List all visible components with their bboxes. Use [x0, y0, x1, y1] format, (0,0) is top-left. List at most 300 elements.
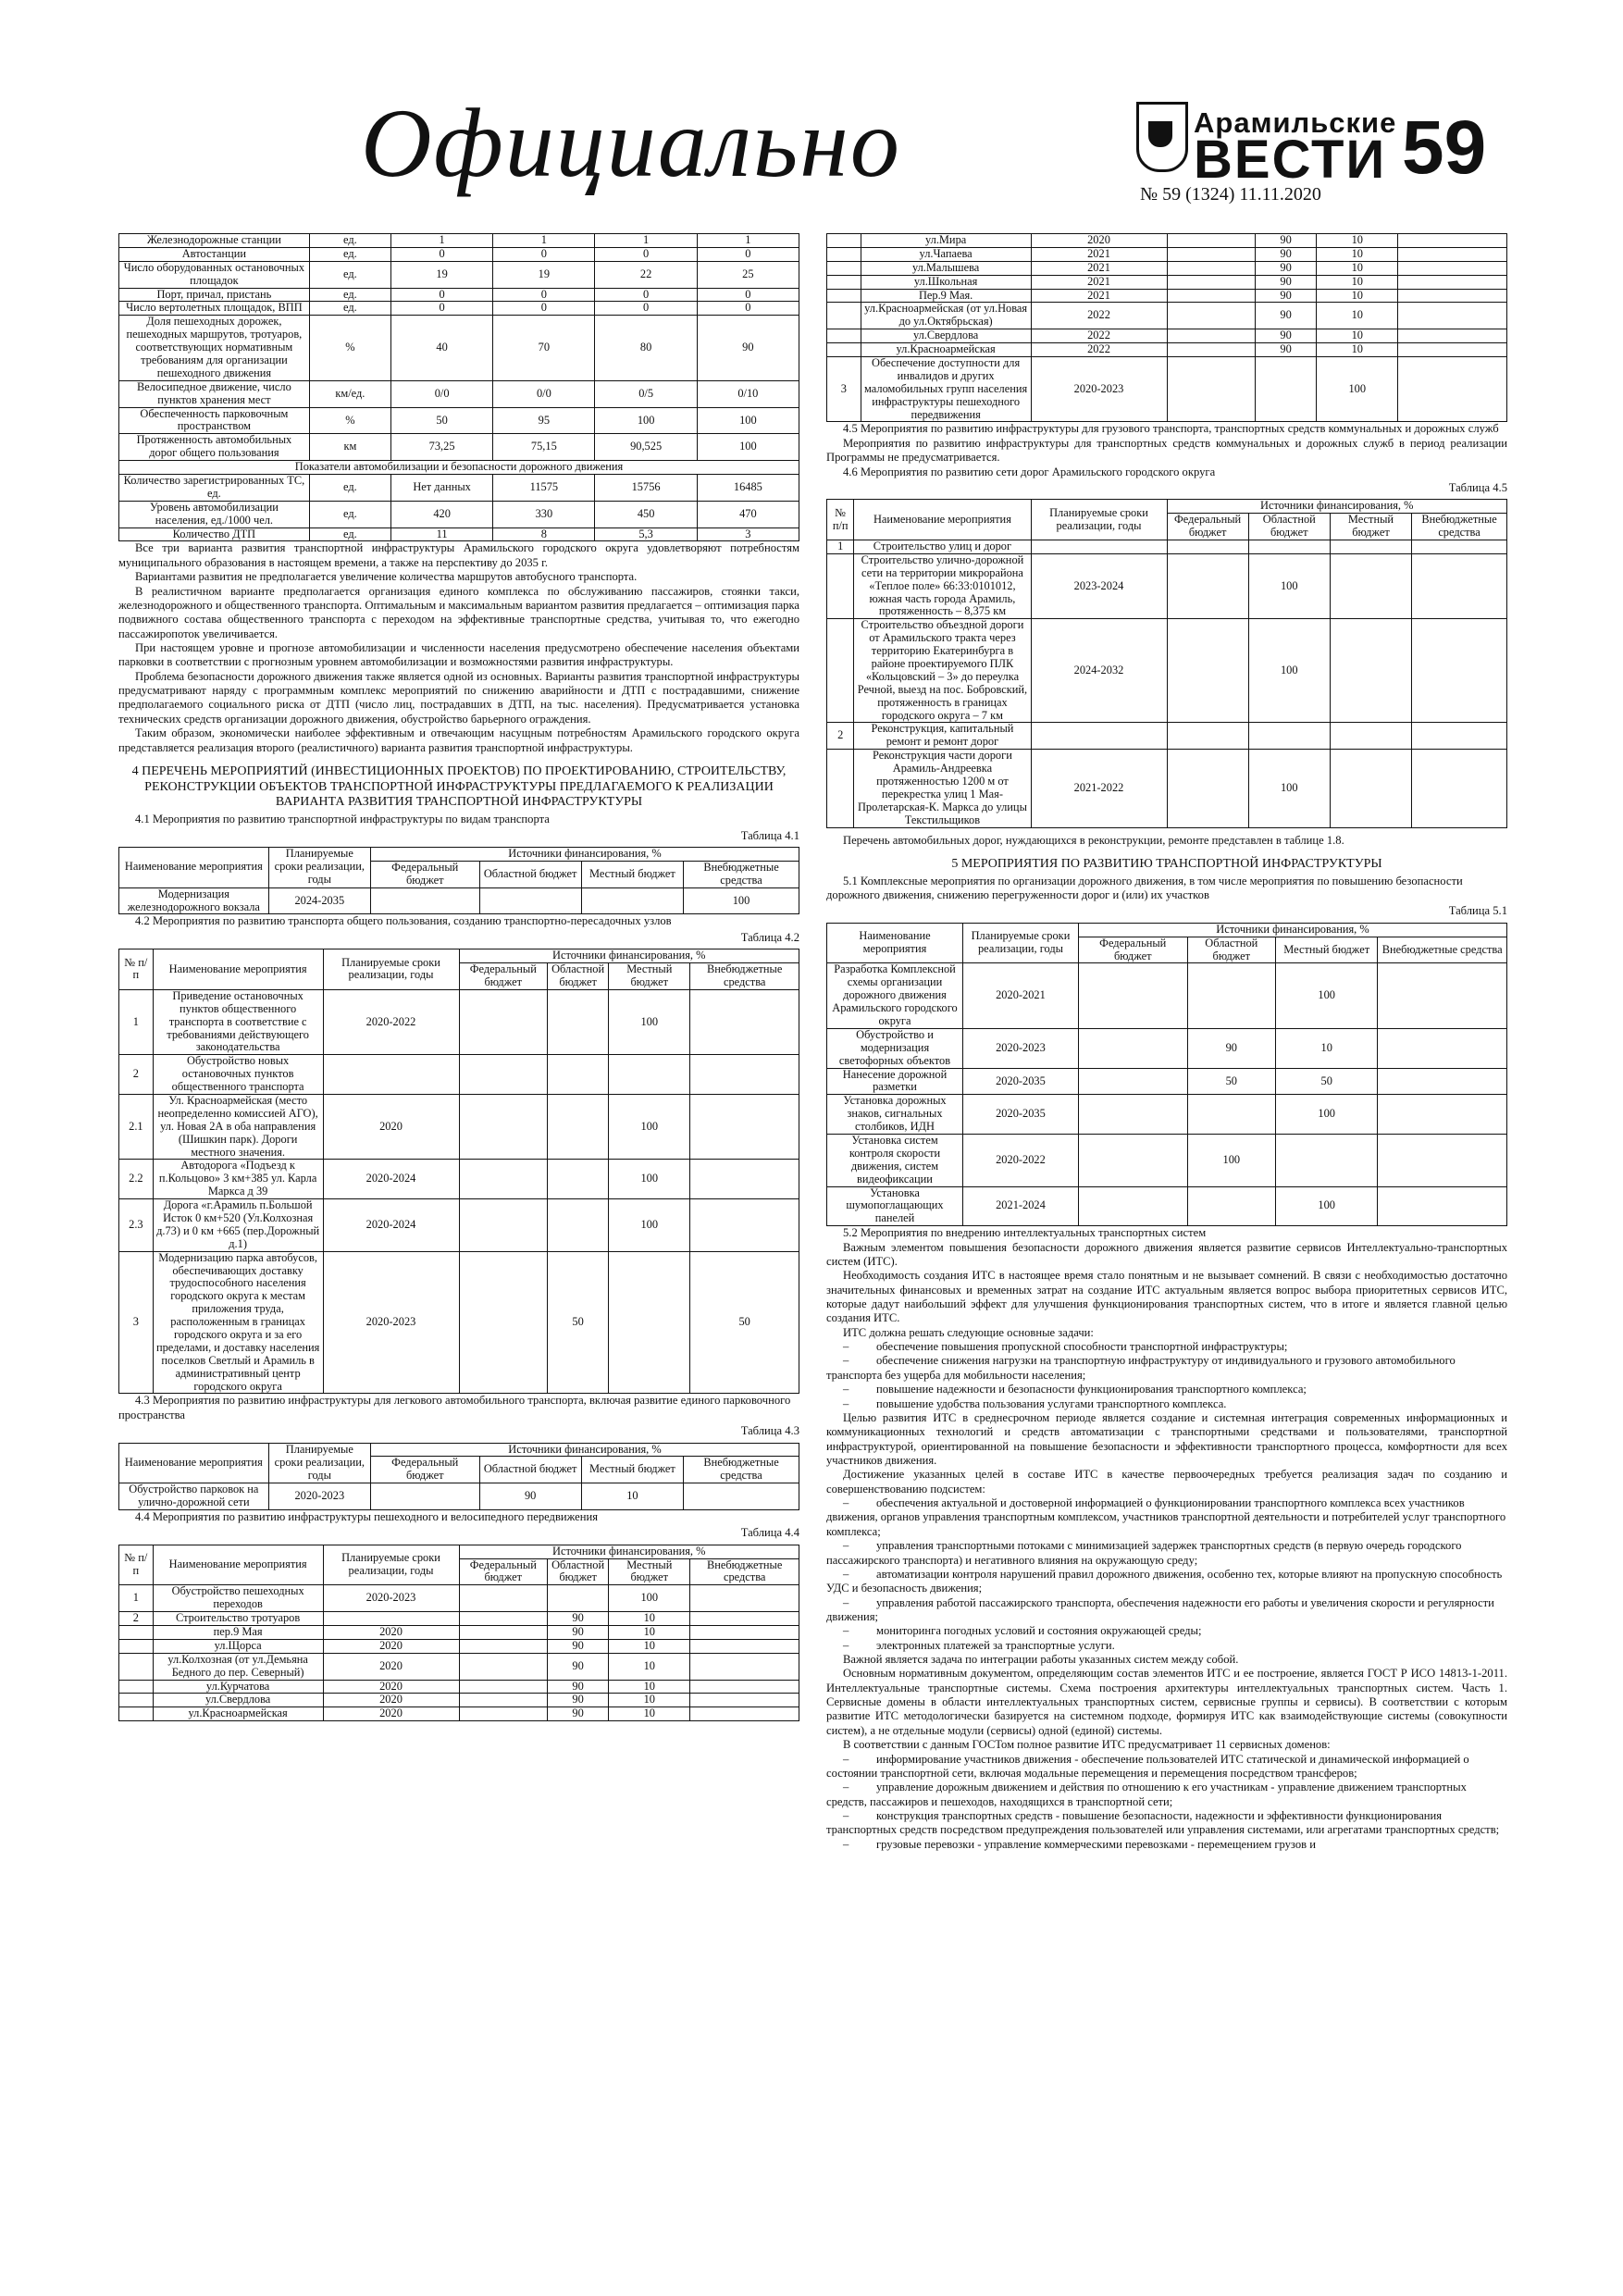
bullet-item — [826, 1624, 1507, 1638]
table-cell — [548, 1055, 609, 1095]
table-cell: 95 — [493, 407, 595, 434]
table-cell: 90 — [1256, 261, 1317, 275]
bullet-item — [826, 1781, 1507, 1809]
table-cell — [827, 343, 861, 357]
table-row — [827, 1186, 1507, 1226]
paragraph: Важным элементом повышения безопасности дорожного движения является развитие сервисов Интеллектуально-транспортных систем (ИТС). — [826, 1240, 1507, 1268]
table-cell — [1412, 553, 1507, 618]
table-cell: 2020-2035 — [963, 1095, 1079, 1135]
table-cell: 2020-2022 — [963, 1135, 1079, 1187]
table-cell: ул.Свердлова — [861, 329, 1031, 343]
th-name: Наименование мероприятия — [854, 500, 1031, 540]
table-cell — [827, 303, 861, 329]
table-row — [119, 1639, 799, 1653]
subsection-4-1: 4.1 Мероприятия по развитию транспортной инфраструктуры по видам транспорта — [135, 813, 550, 826]
th-obl: Областной бюджет — [479, 861, 581, 887]
table-cell — [690, 1707, 799, 1721]
section-title-cell: Показатели автомобилизации и безопасности дорожного движения — [119, 461, 799, 475]
table-cell: 2020 — [323, 1680, 459, 1694]
table-cell: ед. — [309, 527, 390, 541]
section-4-heading: 4 ПЕРЕЧЕНЬ МЕРОПРИЯТИЙ (ИНВЕСТИЦИОННЫХ ПРОЕКТОВ) ПО ПРОЕКТИРОВАНИЮ, СТРОИТЕЛЬСТВУ, РЕКОНСТРУКЦИИ ОБЪЕКТОВ ТРАНСПОРТНОЙ ИНФРАСТРУКТУРЫ ПРЕДЛАГАЕМОГО К РЕАЛИЗАЦИИ ВАРИАНТА РАЗВИТИЯ ТРАНСПОРТНОЙ ИНФРАСТРУКТУРЫ — [131, 763, 787, 810]
indicators-table — [118, 233, 799, 541]
table-4-4 — [118, 1545, 799, 1722]
table-cell: Протяженность автомобильных дорог общего пользования — [119, 434, 310, 461]
th-sources: Источники финансирования, % — [1167, 500, 1507, 514]
table-cell — [1330, 619, 1411, 723]
table-cell — [1412, 723, 1507, 750]
table-cell: 3 — [827, 357, 861, 422]
table-row — [119, 302, 799, 316]
table-row — [827, 329, 1507, 343]
table-cell — [1330, 553, 1411, 618]
table-cell: 2022 — [1031, 343, 1167, 357]
table-cell: 90 — [548, 1612, 609, 1626]
table-cell: 2022 — [1031, 303, 1167, 329]
left-column — [118, 233, 799, 1721]
table-cell: 1 — [493, 234, 595, 248]
table-cell: 11 — [390, 527, 492, 541]
th-terms: Планируемые сроки реализации, годы — [268, 847, 370, 887]
table-cell: 2.1 — [119, 1094, 154, 1159]
table-cell: ул.Свердлова — [153, 1694, 323, 1707]
table-cell — [1167, 261, 1256, 275]
paragraph: В реалистичном варианте предполагается организация единого комплекса по обслуживанию пассажиров, стоянки такси, железнодорожного и общественного транспорта. Оптимальным и максимальным вариантом развития предлагается – оптимизация парка подвижного состава общественного транспорта с переходом на эффективные транспортные средства, учитывая то, что ежегодно пассажиропоток увеличивается. — [118, 584, 799, 640]
table-cell — [827, 247, 861, 261]
right-column — [826, 233, 1507, 1852]
table-cell: 90 — [1256, 289, 1317, 303]
table-cell: 0 — [697, 302, 799, 316]
table-cell: 100 — [1248, 553, 1330, 618]
table-cell: 50 — [548, 1251, 609, 1394]
th-vneb: Внебюджетные средства — [690, 963, 799, 990]
table-row — [119, 475, 799, 502]
bullet-text: автоматизации контроля нарушений правил дорожного движения, особенно тех, которые влияют на пропускную способность УДС и безопасность движения; — [826, 1567, 1503, 1595]
table-cell: Количество зарегистрированных ТС, ед. — [119, 475, 310, 502]
bullet-text: информирование участников движения - обеспечение пользователей ИТС статической и динамической информацией о состоянии транспортной сети, включая модальные перемещения и перемещения посредством трансферов; — [826, 1752, 1469, 1780]
table-cell: 2020-2024 — [323, 1160, 459, 1199]
table-row — [119, 501, 799, 527]
table-cell — [1330, 723, 1411, 750]
newspaper-name-big: ВЕСТИ — [1194, 130, 1387, 190]
table-cell: 2021 — [1031, 261, 1167, 275]
table-cell: 100 — [1276, 1186, 1378, 1226]
table-cell: 2020-2021 — [963, 963, 1079, 1028]
table-cell: % — [309, 407, 390, 434]
table-cell — [459, 1199, 548, 1252]
table-cell — [459, 1680, 548, 1694]
bullet-item — [826, 1639, 1507, 1653]
th-name: Наименование мероприятия — [153, 949, 323, 990]
page-header — [0, 0, 1623, 222]
table-cell — [1256, 357, 1317, 422]
table-4-1-caption: Таблица 4.1 — [740, 828, 799, 842]
table-cell — [690, 1680, 799, 1694]
table-cell — [1398, 261, 1507, 275]
table-cell — [1167, 750, 1248, 827]
newspaper-name-small: Арамильские — [1194, 106, 1397, 139]
paragraph: Все три варианта развития транспортной инфраструктуры Арамильского городского округа удовлетворяют потребностям муниципального образования в настоящем времени, а также на перспективу до 2035 г. — [118, 541, 799, 569]
table-cell — [1378, 1068, 1507, 1095]
table-cell: 2020 — [323, 1694, 459, 1707]
table-cell — [1187, 1186, 1276, 1226]
th-mest: Местный бюджет — [1330, 514, 1411, 540]
table-cell: Модернизация железнодорожного вокзала — [119, 887, 269, 914]
table-cell: 100 — [1276, 1095, 1378, 1135]
table-cell: 2021 — [1031, 289, 1167, 303]
table-cell: 10 — [1317, 234, 1398, 248]
table-cell: 100 — [609, 1199, 690, 1252]
table-cell: 2020 — [323, 1707, 459, 1721]
bullet-text: обеспечения актуальной и достоверной информацией о функционировании транспортного комплекса всех участников движения, органов управления транспортным комплексом, участников транспортной деятельности и потребителей услуг транспортного комплекса; — [826, 1496, 1506, 1538]
table-4-2-caption: Таблица 4.2 — [740, 930, 799, 944]
table-cell: 2.3 — [119, 1199, 154, 1252]
table-cell: 90 — [1256, 247, 1317, 261]
th-mest: Местный бюджет — [609, 963, 690, 990]
table-cell: 90 — [1256, 275, 1317, 289]
table-cell — [459, 1055, 548, 1095]
table-cell: Дорога «г.Арамиль п.Большой Исток 0 км+520 (Ул.Колхозная д.73) и 0 км +665 (пер.Дорожный д.1) — [153, 1199, 323, 1252]
table-cell: 10 — [1317, 289, 1398, 303]
table-cell — [690, 989, 799, 1054]
table-cell: 420 — [390, 501, 492, 527]
bullet-marker: – — [843, 1781, 849, 1794]
table-cell: 1 — [595, 234, 697, 248]
th-fed: Федеральный бюджет — [1167, 514, 1248, 540]
table-cell: Модернизацию парка автобусов, обеспечивающих доставку трудоспособного населения городского округа к местам приложения труда, расположенным в границах городского округа и за его пределами, и доставку населения поселков Светлый и Арамиль в административный центр городского округа — [153, 1251, 323, 1394]
table-cell — [459, 1251, 548, 1394]
table-cell: Строительство улиц и дорог — [854, 540, 1031, 553]
th-name: Наименование мероприятия — [119, 1443, 269, 1483]
table-5-1-caption: Таблица 5.1 — [1448, 904, 1507, 918]
table-cell — [684, 1483, 799, 1510]
table-row — [119, 247, 799, 261]
bullet-marker: – — [843, 1396, 849, 1410]
subsection-4-6: 4.6 Мероприятия по развитию сети дорог Арамильского городского округа — [843, 465, 1216, 478]
paragraph: При настоящем уровне и прогнозе автомобилизации и численности населения предусмотрено обеспечение населения объектами парковки в соответствии с прогнозным уровнем автомобилизации и возможностями развития инфраструктуры. — [118, 641, 799, 669]
table-cell: 19 — [493, 261, 595, 288]
table-cell: ул.Красноармейская — [861, 343, 1031, 357]
table-cell — [1412, 750, 1507, 827]
table-cell — [1398, 234, 1507, 248]
table-cell: 2 — [827, 723, 854, 750]
th-terms: Планируемые сроки реализации, годы — [268, 1443, 370, 1483]
paragraph: Проблема безопасности дорожного движения также является одной из основных. Варианты развития транспортной инфраструктуры предусматривают наряду с программным комплекс мероприятий по снижению аварийности и ДТП с пострадавшими, снижение предполагаемого социального риска от ДТП (число лиц, пострадавших в ДТП, на тыс. населения). Предусматривается установка технических средств организации дорожного движения, обустройство барьерного ограждения. — [118, 669, 799, 726]
table-cell: 90 — [1256, 234, 1317, 248]
paragraph: Вариантами развития не предполагается увеличение количества маршрутов автобусного транспорта. — [135, 570, 638, 584]
table-cell — [690, 1639, 799, 1653]
table-cell: Доля пешеходных дорожек, пешеходных маршрутов, тротуаров, соответствующих нормативным требованиям для организации пешеходного движения — [119, 316, 310, 380]
table-4-1 — [118, 847, 799, 914]
table-row — [119, 1680, 799, 1694]
table-cell: 80 — [595, 316, 697, 380]
th-num: № п/п — [119, 949, 154, 990]
paragraph: Необходимость создания ИТС в настоящее время стало понятным и не вызывает сомнений. В связи с необходимостью достаточно значительных финансовых и временных затрат на создание ИТС актуальным является вопрос выбора приоритетных сервисов ИТС, которые дадут наибольший эффект для улучшения функционирования транспортных систем, что в итоге и является главной целью создания ИТС. — [826, 1269, 1507, 1325]
th-mest: Местный бюджет — [581, 861, 683, 887]
table-cell: 0 — [493, 247, 595, 261]
bullet-text: мониторинга погодных условий и состояния окружающей среды; — [876, 1624, 1202, 1638]
th-obl: Областной бюджет — [1187, 937, 1276, 963]
table-cell — [459, 1639, 548, 1653]
paragraph: Таким образом, экономически наиболее эффективным и отвечающим насущным потребностям Арамильского городского округа представляется реализация второго (реалистичного) варианта развития транспортной инфраструктуры. — [118, 726, 799, 754]
table-cell: 100 — [609, 1585, 690, 1612]
table-cell: 10 — [1317, 247, 1398, 261]
table-cell: Обеспечение доступности для инвалидов и других маломобильных групп населения инфраструктуры пешеходного передвижения — [861, 357, 1031, 422]
th-vneb: Внебюджетные средства — [684, 861, 799, 887]
table-cell: ул.Школьная — [861, 275, 1031, 289]
bullet-item — [826, 1383, 1507, 1396]
table-cell: 90 — [548, 1707, 609, 1721]
table-cell — [1167, 723, 1248, 750]
table-cell: км/ед. — [309, 380, 390, 407]
table-cell: Обеспеченность парковочным пространством — [119, 407, 310, 434]
table-row — [119, 261, 799, 288]
table-row — [119, 1585, 799, 1612]
table-cell: 100 — [1248, 619, 1330, 723]
table-cell — [581, 887, 683, 914]
table-cell — [323, 1055, 459, 1095]
table-cell: 10 — [1317, 343, 1398, 357]
table-cell — [827, 234, 861, 248]
table-cell — [609, 1055, 690, 1095]
table-cell: 50 — [1187, 1068, 1276, 1095]
table-cell: 10 — [609, 1612, 690, 1626]
table-cell: Строительство объездной дороги от Арамильского тракта через территорию Екатеринбурга в районе проектируемого ПЛК «Кольцовский – 3» до переулка Речной, выезд на пос. Бобровский, протяженность в границах городского округа – 7 км — [854, 619, 1031, 723]
table-cell: 0 — [493, 288, 595, 302]
table-cell: 2021 — [1031, 275, 1167, 289]
bullet-text: управление дорожным движением и действия по отношению к его участникам - управление движением транспортных средств, пассажиров и пешеходов, находящихся в транспортной сети; — [826, 1781, 1467, 1808]
th-name: Наименование мероприятия — [119, 847, 269, 887]
table-cell — [1078, 1028, 1187, 1068]
table-cell: 11575 — [493, 475, 595, 502]
table-cell — [548, 1585, 609, 1612]
table-cell: 10 — [1317, 329, 1398, 343]
th-terms: Планируемые сроки реализации, годы — [1031, 500, 1167, 540]
table-row — [119, 407, 799, 434]
table-cell — [1078, 1135, 1187, 1187]
table-row — [119, 1483, 799, 1510]
table-cell: 10 — [1317, 261, 1398, 275]
table-cell — [1167, 234, 1256, 248]
table-cell: Велосипедное движение, число пунктов хранения мест — [119, 380, 310, 407]
table-row — [119, 989, 799, 1054]
table-cell: ул.Чапаева — [861, 247, 1031, 261]
table-row — [119, 1653, 799, 1680]
bullet-item — [826, 1496, 1507, 1539]
table-cell: 100 — [1248, 750, 1330, 827]
table-cell — [1412, 619, 1507, 723]
table-cell: 10 — [1276, 1028, 1378, 1068]
table-row — [119, 288, 799, 302]
table-cell: 90 — [548, 1626, 609, 1640]
th-vneb: Внебюджетные средства — [690, 1558, 799, 1585]
table-cell — [119, 1694, 154, 1707]
table-cell: Реконструкция, капитальный ремонт и ремонт дорог — [854, 723, 1031, 750]
table-cell: 1 — [827, 540, 854, 553]
table-cell: 40 — [390, 316, 492, 380]
table-cell: 2 — [119, 1612, 154, 1626]
table-cell: 8 — [493, 527, 595, 541]
table-row — [119, 434, 799, 461]
table-cell: 2020-2023 — [323, 1585, 459, 1612]
table-cell: 2021-2024 — [963, 1186, 1079, 1226]
table-cell — [690, 1612, 799, 1626]
table-cell — [1167, 343, 1256, 357]
table-cell: 330 — [493, 501, 595, 527]
table-cell — [690, 1626, 799, 1640]
table-cell: 2020-2024 — [323, 1199, 459, 1252]
table-cell: Нет данных — [390, 475, 492, 502]
table-cell: ул.Щорса — [153, 1639, 323, 1653]
th-mest: Местный бюджет — [1276, 937, 1378, 963]
table-cell: 2 — [119, 1055, 154, 1095]
table-row — [827, 357, 1507, 422]
table-cell: Автостанции — [119, 247, 310, 261]
table-cell — [119, 1626, 154, 1640]
table-row — [827, 619, 1507, 723]
table-cell: 1 — [119, 1585, 154, 1612]
table-cell: ед. — [309, 247, 390, 261]
table-cell: 470 — [697, 501, 799, 527]
th-fed: Федеральный бюджет — [370, 861, 479, 887]
table-cell: 90 — [1256, 343, 1317, 357]
table-cell: 16485 — [697, 475, 799, 502]
bullet-marker: – — [843, 1383, 849, 1396]
table-cell — [1378, 1095, 1507, 1135]
table-cell — [1167, 329, 1256, 343]
bullet-marker: – — [843, 1354, 849, 1368]
table-cell: Установка систем контроля скорости движения, систем видеофиксации — [827, 1135, 963, 1187]
table-row — [119, 1199, 799, 1252]
table-cell: 15756 — [595, 475, 697, 502]
table-cell — [690, 1160, 799, 1199]
table-cell: Установка дорожных знаков, сигнальных столбиков, ИДН — [827, 1095, 963, 1135]
table-cell: 2022 — [1031, 329, 1167, 343]
page-number: 59 — [1402, 105, 1487, 190]
table-cell — [827, 619, 854, 723]
bullet-marker: – — [843, 1340, 849, 1354]
table-cell: 100 — [1187, 1135, 1276, 1187]
table-cell: 0 — [595, 302, 697, 316]
bullet-text: повышение удобства пользования услугами транспортного комплекса. — [876, 1396, 1227, 1410]
table-cell: 0/10 — [697, 380, 799, 407]
table-row — [827, 540, 1507, 553]
table-cell: Автодорога «Подъезд к п.Кольцово» 3 км+385 ул. Карла Маркса д 39 — [153, 1160, 323, 1199]
table-cell: Количество ДТП — [119, 527, 310, 541]
bullet-marker: – — [843, 1567, 849, 1581]
table-cell — [119, 1680, 154, 1694]
table-cell: 100 — [684, 887, 799, 914]
table-cell — [1398, 357, 1507, 422]
table-cell: 2020 — [323, 1094, 459, 1159]
table-cell: 1 — [119, 989, 154, 1054]
bullet-item — [826, 1354, 1507, 1383]
table-row — [827, 750, 1507, 827]
table-cell: 0 — [390, 247, 492, 261]
table-cell — [1248, 540, 1330, 553]
subsection-4-5: 4.5 Мероприятия по развитию инфраструктуры для грузового транспорта, транспортных средств коммунальных и дорожных служб — [843, 422, 1499, 436]
table-cell: 90 — [697, 316, 799, 380]
table-cell: ед. — [309, 261, 390, 288]
paragraph: Перечень автомобильных дорог, нуждающихся в реконструкции, ремонте представлен в таблице 1.8. — [843, 833, 1344, 847]
table-cell — [459, 1160, 548, 1199]
bullet-item — [826, 1568, 1507, 1596]
table-cell: Установка шумопоглащающих панелей — [827, 1186, 963, 1226]
table-cell: 450 — [595, 501, 697, 527]
bullet-item — [826, 1753, 1507, 1781]
table-cell: 2020-2023 — [268, 1483, 370, 1510]
bullet-item — [826, 1838, 1507, 1852]
bullet-marker: – — [843, 1595, 849, 1609]
table-cell: 5,3 — [595, 527, 697, 541]
table-cell: 90 — [479, 1483, 581, 1510]
section-kicker: Официально — [361, 89, 901, 197]
table-cell: 10 — [609, 1653, 690, 1680]
bullet-text: управления транспортными потоками с минимизацией задержек транспортных средств (в первую очередь городского пассажирского транспорта) и негативного влияния на окружающую среду; — [826, 1539, 1462, 1567]
table-cell — [827, 329, 861, 343]
bullet-item — [826, 1596, 1507, 1625]
table-cell: ед. — [309, 288, 390, 302]
th-obl: Областной бюджет — [548, 963, 609, 990]
table-cell — [1276, 1135, 1378, 1187]
table-cell — [1167, 357, 1256, 422]
table-cell — [370, 1483, 479, 1510]
table-cell — [1167, 247, 1256, 261]
table-cell: 10 — [581, 1483, 683, 1510]
table-row — [119, 527, 799, 541]
table-cell: 2021 — [1031, 247, 1167, 261]
table-cell: 2024-2032 — [1031, 619, 1167, 723]
table-cell: 2023-2024 — [1031, 553, 1167, 618]
table-cell — [459, 989, 548, 1054]
table-cell: 2020-2022 — [323, 989, 459, 1054]
table-cell: Приведение остановочных пунктов общественного транспорта в соответствие с требованиями действующего законодательства — [153, 989, 323, 1054]
table-cell: 2024-2035 — [268, 887, 370, 914]
table-row — [119, 1707, 799, 1721]
table-cell: 0/0 — [493, 380, 595, 407]
table-section-row — [119, 461, 799, 475]
table-cell — [459, 1694, 548, 1707]
table-cell — [1078, 1095, 1187, 1135]
table-cell: ул.Курчатова — [153, 1680, 323, 1694]
table-cell: 0/0 — [390, 380, 492, 407]
table-cell: 10 — [1317, 303, 1398, 329]
table-cell: Уровень автомобилизации населения, ед./1000 чел. — [119, 501, 310, 527]
th-sources: Источники финансирования, % — [459, 1545, 799, 1558]
table-cell: ед. — [309, 501, 390, 527]
bullet-marker: – — [843, 1808, 849, 1822]
table-cell: пер.9 Мая — [153, 1626, 323, 1640]
table-row — [827, 553, 1507, 618]
th-num: № п/п — [827, 500, 854, 540]
th-obl: Областной бюджет — [548, 1558, 609, 1585]
table-4-5-caption: Таблица 4.5 — [1448, 480, 1507, 494]
bullet-item — [826, 1397, 1507, 1411]
table-cell: 90 — [548, 1639, 609, 1653]
table-cell: ул.Красноармейская (от ул.Новая до ул.Октябрьская) — [861, 303, 1031, 329]
table-cell: Ул. Красноармейская (место неопределенно комиссией АГО), ул. Новая 2А в оба направления (Шишкин парк). Дороги местного значения. — [153, 1094, 323, 1159]
table-cell — [548, 1199, 609, 1252]
table-row — [827, 289, 1507, 303]
table-cell — [690, 1585, 799, 1612]
table-cell: 50 — [390, 407, 492, 434]
th-sources: Источники финансирования, % — [370, 847, 799, 861]
table-cell: 90 — [548, 1653, 609, 1680]
table-cell: 2020 — [323, 1626, 459, 1640]
th-fed: Федеральный бюджет — [459, 1558, 548, 1585]
table-cell — [1398, 329, 1507, 343]
table-cell: 10 — [609, 1626, 690, 1640]
table-cell — [827, 261, 861, 275]
